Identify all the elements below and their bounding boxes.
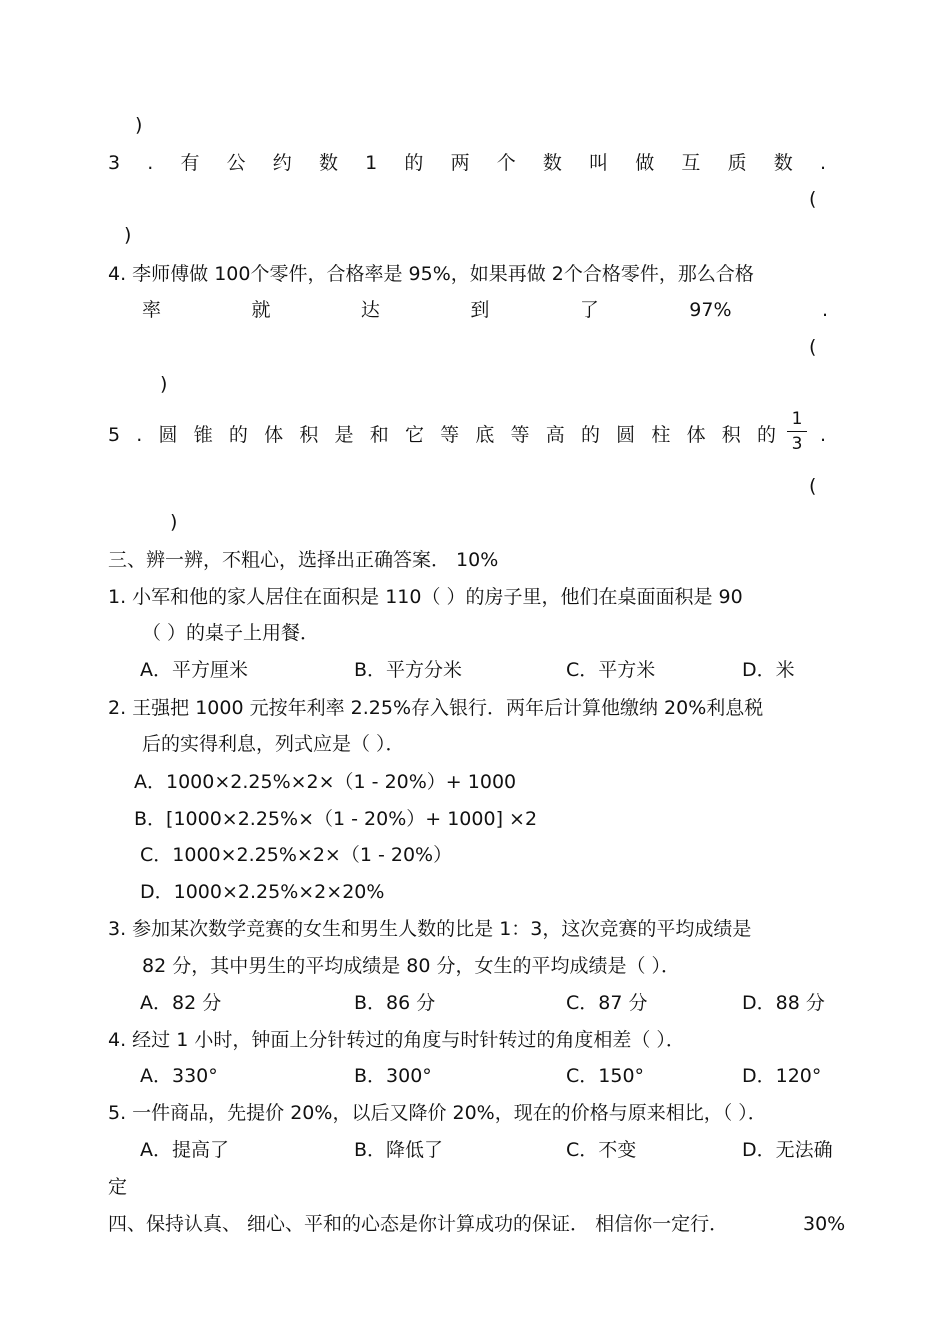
mc-q4-option-b: B．300° — [354, 1065, 432, 1087]
mc-q3-option-b: B．86 分 — [354, 992, 436, 1014]
fraction-numerator: 1 — [791, 409, 803, 429]
section-3-heading: 三、辨一辨，不粗心，选择出正确答案． 10% — [108, 549, 499, 571]
answer-paren-close: ) — [170, 511, 178, 533]
mc-question-2-line1: 2. 王强把 1000 元按年利率 2.25%存入银行．两年后计算他缴纳 20%利息税 — [108, 697, 764, 719]
mc-q5-option-a: A．提高了 — [140, 1139, 229, 1161]
mc-question-3-line1: 3. 参加某次数学竞赛的女生和男生人数的比是 1：3，这次竞赛的平均成绩是 — [108, 918, 752, 940]
mc-q3-option-c: C．87 分 — [566, 992, 648, 1014]
mc-q1-option-a: A．平方厘米 — [140, 659, 248, 681]
fraction-one-third — [786, 409, 808, 454]
answer-paren-close: ) — [124, 224, 132, 246]
mc-q5-option-d: D．无法确 — [742, 1139, 833, 1161]
mc-question-1-line2: （ ）的桌子上用餐． — [142, 622, 320, 644]
tf-question-3: 3 . 有 公 约 数 1 的 两 个 数 叫 做 互 质 数 . — [108, 152, 826, 174]
tf-question-5: 5 . 圆 锥 的 体 积 是 和 它 等 底 等 高 的 圆 柱 体 积 的 — [108, 424, 776, 446]
mc-question-5: 5. 一件商品，先提价 20%，以后又降价 20%，现在的价格与原来相比，（ ）． — [108, 1102, 767, 1124]
mc-q2-option-c: C．1000×2.25%×2×（1 - 20%） — [140, 844, 453, 866]
mc-q3-option-a: A．82 分 — [140, 992, 222, 1014]
mc-q5-option-d-wrap: 定 — [108, 1176, 128, 1198]
mc-q4-option-a: A．330° — [140, 1065, 218, 1087]
mc-q5-option-b: B．降低了 — [354, 1139, 444, 1161]
section-4-score: 30% — [803, 1213, 846, 1235]
answer-paren-open: ( — [809, 475, 817, 497]
mc-question-1-line1: 1. 小军和他的家人居住在面积是 110（ ）的房子里，他们在桌面面积是 90 — [108, 586, 743, 608]
fraction-denominator: 3 — [791, 434, 803, 454]
mc-q1-option-c: C．平方米 — [566, 659, 656, 681]
answer-paren-open: ( — [809, 336, 817, 358]
mc-question-3-line2: 82 分，其中男生的平均成绩是 80 分，女生的平均成绩是（ ）． — [142, 955, 681, 977]
mc-q5-option-c: C．不变 — [566, 1139, 637, 1161]
mc-q3-option-d: D．88 分 — [742, 992, 825, 1014]
mc-question-2-line2: 后的实得利息，列式应是（ ）． — [142, 733, 405, 755]
answer-paren-open: ( — [809, 188, 817, 210]
answer-paren-close: ) — [160, 373, 168, 395]
tf-question-4-line2: 率 就 达 到 了 97% . — [142, 299, 828, 321]
mc-q2-option-d: D．1000×2.25%×2×20% — [140, 881, 385, 903]
mc-q1-option-d: D．米 — [742, 659, 795, 681]
mc-q1-option-b: B．平方分米 — [354, 659, 463, 681]
mc-q4-option-c: C．150° — [566, 1065, 645, 1087]
sentence-period: . — [820, 424, 827, 446]
mc-q2-option-a: A．1000×2.25%×2×（1 - 20%）+ 1000 — [134, 771, 517, 793]
mc-q4-option-d: D．120° — [742, 1065, 822, 1087]
paren-close: ) — [135, 114, 143, 136]
mc-q2-option-b: B．[1000×2.25%×（1 - 20%）+ 1000] ×2 — [134, 808, 538, 830]
mc-question-4: 4. 经过 1 小时，钟面上分针转过的角度与时针转过的角度相差（ ）． — [108, 1029, 685, 1051]
tf-question-4-line1: 4. 李师傅做 100个零件，合格率是 95%，如果再做 2个合格零件，那么合格 — [108, 263, 754, 285]
section-4-heading: 四、保持认真、 细心、平和的心态是你计算成功的保证． 相信你一定行． — [108, 1213, 729, 1235]
fraction-bar — [787, 431, 807, 432]
